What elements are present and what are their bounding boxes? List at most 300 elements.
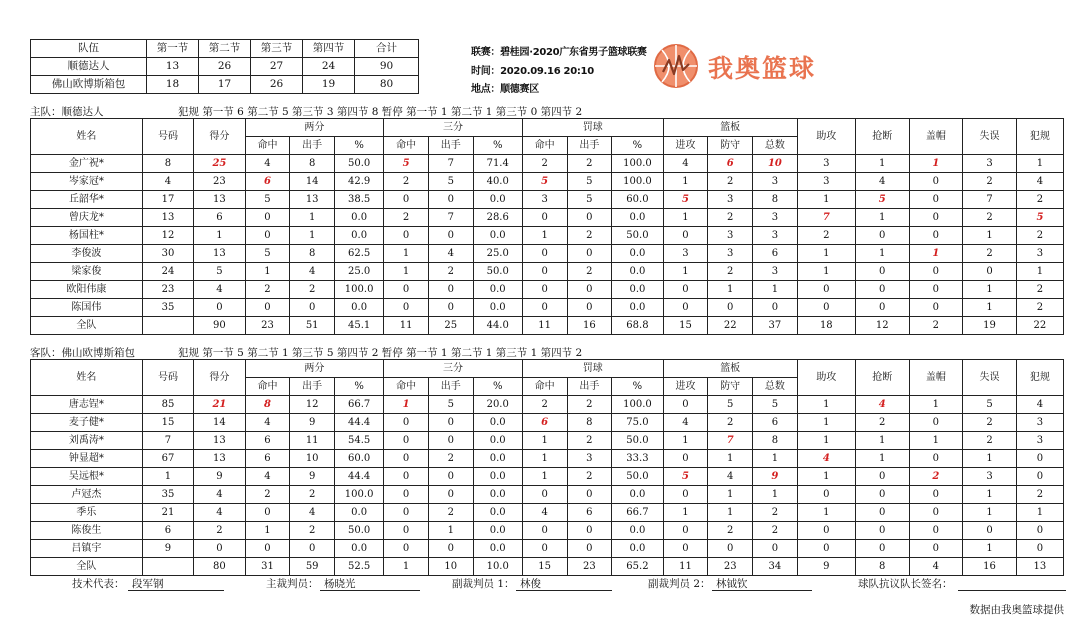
team-total-cell: 15 xyxy=(522,558,567,576)
player-stat-cell: 0 xyxy=(663,540,708,558)
team-total-cell: 9 xyxy=(797,558,855,576)
team-total-cell: 90 xyxy=(194,317,245,335)
player-stat-cell: 0 xyxy=(855,522,909,540)
player-stat-cell: 28.6 xyxy=(473,209,522,227)
player-stat-cell: 5 xyxy=(855,191,909,209)
quarter-team-row xyxy=(31,76,419,94)
player-stat-cell: 0 xyxy=(1016,522,1063,540)
player-stat-cell: 3 xyxy=(1016,414,1063,432)
player-stat-cell: 0 xyxy=(567,281,612,299)
player-stat-cell: 1 xyxy=(909,245,963,263)
player-stat-cell: 0 xyxy=(522,209,567,227)
player-stat-cell: 0 xyxy=(708,299,753,317)
player-row xyxy=(31,396,1064,414)
team-total-cell: 68.8 xyxy=(612,317,663,335)
player-stat-cell: 2 xyxy=(245,486,290,504)
player-stat-cell: 0 xyxy=(909,209,963,227)
officials-footer xyxy=(0,576,1080,594)
quarter-score-table xyxy=(30,39,419,94)
player-stat-cell: 13 xyxy=(142,209,193,227)
player-stat-cell: 10 xyxy=(753,155,798,173)
player-stat-cell: 6 xyxy=(142,522,193,540)
stats-header-cell: 失误 xyxy=(963,360,1017,396)
player-stat-cell: 0 xyxy=(855,227,909,245)
player-stat-cell: 2 xyxy=(1016,281,1063,299)
player-stat-cell: 0 xyxy=(855,504,909,522)
home-fouls-timeouts: 犯规 第一节 6 第二节 5 第三节 3 第四节 8 暂停 第一节 1 第二节 1 第三节 0 第四节 2 xyxy=(178,106,583,118)
player-stat-cell: 13 xyxy=(194,245,245,263)
player-stat-cell: 0.0 xyxy=(473,432,522,450)
player-stat-cell: 8 xyxy=(753,191,798,209)
player-stat-cell: 0 xyxy=(663,299,708,317)
referee1-value: 林俊 xyxy=(516,576,612,591)
player-stat-cell: 4 xyxy=(855,396,909,414)
stats-header-cell: 盖帽 xyxy=(909,119,963,155)
quarter-score-cell: 27 xyxy=(251,58,303,76)
player-stat-cell: 1 xyxy=(855,155,909,173)
stats-header-row xyxy=(31,119,1064,137)
player-name: 卢冠杰 xyxy=(31,486,143,504)
player-stat-cell: 6 xyxy=(567,504,612,522)
player-stat-cell: 0 xyxy=(909,450,963,468)
player-stat-cell: 3 xyxy=(963,155,1017,173)
player-stat-cell: 5 xyxy=(1016,209,1063,227)
team-total-cell: 23 xyxy=(567,558,612,576)
player-stat-cell: 0 xyxy=(522,245,567,263)
player-stat-cell: 2 xyxy=(245,281,290,299)
player-stat-cell: 0 xyxy=(384,227,429,245)
player-stat-cell: 0.0 xyxy=(473,191,522,209)
player-stat-cell: 4 xyxy=(855,173,909,191)
team-total-cell: 10 xyxy=(428,558,473,576)
player-name: 梁家俊 xyxy=(31,263,143,281)
player-stat-cell: 5 xyxy=(708,396,753,414)
player-stat-cell: 2 xyxy=(428,450,473,468)
player-stat-cell: 0 xyxy=(428,281,473,299)
stats-subheader-cell: 总数 xyxy=(753,378,798,396)
player-stat-cell: 1 xyxy=(963,281,1017,299)
stats-header-cell: 得分 xyxy=(194,360,245,396)
player-stat-cell: 3 xyxy=(708,227,753,245)
player-name: 刘禹涛* xyxy=(31,432,143,450)
player-stat-cell: 5 xyxy=(522,173,567,191)
player-stat-cell: 0 xyxy=(567,209,612,227)
player-stat-cell: 4 xyxy=(522,504,567,522)
player-stat-cell: 15 xyxy=(142,414,193,432)
player-stat-cell: 3 xyxy=(1016,432,1063,450)
player-stat-cell: 2 xyxy=(567,396,612,414)
player-stat-cell: 0.0 xyxy=(612,281,663,299)
team-total-cell: 45.1 xyxy=(335,317,384,335)
player-row xyxy=(31,209,1064,227)
player-stat-cell: 3 xyxy=(753,227,798,245)
player-stat-cell: 0.0 xyxy=(473,299,522,317)
quarter-team-row xyxy=(31,58,419,76)
team-total-cell: 31 xyxy=(245,558,290,576)
away-stats-body xyxy=(31,360,1064,576)
player-stat-cell: 1 xyxy=(522,227,567,245)
quarter-header-cell: 第四节 xyxy=(303,40,355,58)
player-stat-cell: 0 xyxy=(797,540,855,558)
player-stat-cell: 7 xyxy=(708,432,753,450)
stats-header-cell: 抢断 xyxy=(855,119,909,155)
team-total-cell: 1 xyxy=(384,558,429,576)
player-stat-cell: 0.0 xyxy=(335,504,384,522)
team-total-label: 全队 xyxy=(31,558,143,576)
stats-subheader-cell: 命中 xyxy=(522,378,567,396)
team-total-cell: 12 xyxy=(855,317,909,335)
player-stat-cell: 0 xyxy=(909,227,963,245)
player-name: 陈俊生 xyxy=(31,522,143,540)
stats-header-cell: 篮板 xyxy=(663,360,797,378)
team-total-cell: 65.2 xyxy=(612,558,663,576)
player-stat-cell: 0.0 xyxy=(335,227,384,245)
away-stats-table xyxy=(30,359,1064,576)
stats-subheader-cell: 命中 xyxy=(245,378,290,396)
player-stat-cell: 4 xyxy=(245,414,290,432)
player-stat-cell: 2 xyxy=(963,173,1017,191)
player-stat-cell: 5 xyxy=(963,396,1017,414)
player-stat-cell: 66.7 xyxy=(335,396,384,414)
player-stat-cell: 4 xyxy=(194,486,245,504)
player-stat-cell: 2 xyxy=(708,173,753,191)
player-stat-cell: 0 xyxy=(855,299,909,317)
player-stat-cell: 0 xyxy=(522,540,567,558)
player-stat-cell: 0 xyxy=(797,522,855,540)
player-stat-cell: 0 xyxy=(909,191,963,209)
player-stat-cell: 0 xyxy=(384,414,429,432)
player-stat-cell: 4 xyxy=(797,450,855,468)
player-stat-cell: 0.0 xyxy=(473,540,522,558)
player-stat-cell: 1 xyxy=(753,486,798,504)
stats-header-cell: 失误 xyxy=(963,119,1017,155)
quarter-header-cell: 第三节 xyxy=(251,40,303,58)
player-stat-cell: 0 xyxy=(428,299,473,317)
player-stat-cell: 0.0 xyxy=(473,504,522,522)
player-stat-cell: 10 xyxy=(290,450,335,468)
player-stat-cell: 2 xyxy=(708,414,753,432)
player-stat-cell: 0 xyxy=(428,486,473,504)
player-stat-cell: 1 xyxy=(384,396,429,414)
player-stat-cell: 25 xyxy=(194,155,245,173)
player-row xyxy=(31,155,1064,173)
team-total-cell: 34 xyxy=(753,558,798,576)
player-name: 丘韶华* xyxy=(31,191,143,209)
player-stat-cell: 2 xyxy=(963,209,1017,227)
player-stat-cell: 0 xyxy=(384,299,429,317)
player-stat-cell: 0 xyxy=(855,468,909,486)
player-stat-cell: 0.0 xyxy=(473,486,522,504)
player-stat-cell: 1 xyxy=(753,281,798,299)
player-stat-cell: 2 xyxy=(708,209,753,227)
stats-header-cell: 三分 xyxy=(384,360,523,378)
player-stat-cell: 4 xyxy=(194,281,245,299)
player-row xyxy=(31,245,1064,263)
player-stat-cell: 2 xyxy=(567,155,612,173)
player-stat-cell: 13 xyxy=(194,191,245,209)
quarter-score-cell: 26 xyxy=(251,76,303,94)
stats-header-cell: 三分 xyxy=(384,119,523,137)
player-stat-cell: 1 xyxy=(963,299,1017,317)
player-stat-cell: 0 xyxy=(384,522,429,540)
player-stat-cell: 0 xyxy=(708,540,753,558)
player-stat-cell: 5 xyxy=(663,468,708,486)
team-total-cell: 51 xyxy=(290,317,335,335)
tech-rep-label: 技术代表： xyxy=(72,578,125,590)
quarter-header-cell: 第二节 xyxy=(199,40,251,58)
player-stat-cell: 5 xyxy=(428,396,473,414)
player-stat-cell: 2 xyxy=(753,522,798,540)
player-stat-cell: 9 xyxy=(753,468,798,486)
player-stat-cell: 0 xyxy=(428,432,473,450)
stats-subheader-cell: 防守 xyxy=(708,137,753,155)
player-stat-cell: 3 xyxy=(797,173,855,191)
player-stat-cell: 0 xyxy=(384,504,429,522)
team-total-cell: 10.0 xyxy=(473,558,522,576)
player-stat-cell: 0 xyxy=(245,540,290,558)
player-stat-cell: 0 xyxy=(567,245,612,263)
stats-subheader-cell: 进攻 xyxy=(663,137,708,155)
stats-subheader-cell: 出手 xyxy=(567,378,612,396)
player-stat-cell: 1 xyxy=(384,245,429,263)
player-stat-cell: 0 xyxy=(855,263,909,281)
player-stat-cell: 50.0 xyxy=(335,155,384,173)
player-stat-cell: 0 xyxy=(797,299,855,317)
player-stat-cell: 14 xyxy=(194,414,245,432)
chief-referee-label: 主裁判员： xyxy=(266,578,319,590)
player-row xyxy=(31,432,1064,450)
stats-header-cell: 两分 xyxy=(245,119,384,137)
home-team-title: 主队：顺德达人 xyxy=(30,106,104,118)
player-stat-cell: 7 xyxy=(428,209,473,227)
player-stat-cell: 4 xyxy=(428,245,473,263)
team-total-cell: 11 xyxy=(663,558,708,576)
player-stat-cell: 5 xyxy=(194,263,245,281)
player-stat-cell: 2 xyxy=(522,396,567,414)
team-total-cell: 59 xyxy=(290,558,335,576)
player-stat-cell: 2 xyxy=(963,414,1017,432)
player-stat-cell: 5 xyxy=(428,173,473,191)
player-stat-cell: 50.0 xyxy=(612,468,663,486)
player-stat-cell: 0 xyxy=(522,299,567,317)
player-name: 季乐 xyxy=(31,504,143,522)
player-name: 金广祝* xyxy=(31,155,143,173)
venue-info: 地点：顺德赛区 xyxy=(471,84,539,95)
player-stat-cell: 6 xyxy=(194,209,245,227)
player-stat-cell: 0.0 xyxy=(335,299,384,317)
player-stat-cell: 24 xyxy=(142,263,193,281)
player-stat-cell: 1 xyxy=(909,155,963,173)
player-stat-cell: 3 xyxy=(963,468,1017,486)
player-stat-cell: 1 xyxy=(708,281,753,299)
player-stat-cell: 0 xyxy=(428,227,473,245)
player-name: 曾庆龙* xyxy=(31,209,143,227)
player-stat-cell: 2 xyxy=(708,522,753,540)
player-stat-cell: 2 xyxy=(428,263,473,281)
player-stat-cell: 0.0 xyxy=(335,540,384,558)
player-stat-cell: 5 xyxy=(245,245,290,263)
player-stat-cell: 3 xyxy=(1016,245,1063,263)
player-stat-cell: 5 xyxy=(245,191,290,209)
player-stat-cell: 5 xyxy=(567,191,612,209)
player-stat-cell: 11 xyxy=(290,432,335,450)
stats-subheader-cell: 出手 xyxy=(290,137,335,155)
player-stat-cell: 2 xyxy=(797,227,855,245)
player-stat-cell: 0.0 xyxy=(473,522,522,540)
player-stat-cell: 20.0 xyxy=(473,396,522,414)
player-stat-cell: 1 xyxy=(855,432,909,450)
player-stat-cell: 1 xyxy=(797,396,855,414)
player-stat-cell: 8 xyxy=(753,432,798,450)
player-stat-cell: 1 xyxy=(142,468,193,486)
player-stat-cell: 1 xyxy=(855,245,909,263)
player-stat-cell: 23 xyxy=(194,173,245,191)
player-stat-cell: 3 xyxy=(753,173,798,191)
player-stat-cell: 1 xyxy=(663,432,708,450)
player-stat-cell: 1 xyxy=(797,191,855,209)
stats-header-cell: 助攻 xyxy=(797,119,855,155)
player-stat-cell: 0 xyxy=(245,209,290,227)
player-stat-cell: 1 xyxy=(522,432,567,450)
player-stat-cell: 0.0 xyxy=(612,245,663,263)
time-info: 时间：2020.09.16 20:10 xyxy=(471,66,594,77)
player-stat-cell: 1 xyxy=(245,522,290,540)
player-stat-cell: 0 xyxy=(567,540,612,558)
player-stat-cell: 13 xyxy=(194,432,245,450)
player-stat-cell: 1 xyxy=(797,504,855,522)
player-stat-cell: 1 xyxy=(797,432,855,450)
player-stat-cell: 50.0 xyxy=(335,522,384,540)
player-stat-cell: 2 xyxy=(753,504,798,522)
player-stat-cell: 100.0 xyxy=(335,281,384,299)
player-stat-cell: 2 xyxy=(708,263,753,281)
player-stat-cell: 1 xyxy=(797,468,855,486)
stats-header-cell: 助攻 xyxy=(797,360,855,396)
player-stat-cell: 0 xyxy=(428,191,473,209)
player-stat-cell: 0.0 xyxy=(612,522,663,540)
player-stat-cell: 1 xyxy=(708,450,753,468)
player-stat-cell: 35 xyxy=(142,486,193,504)
player-stat-cell: 2 xyxy=(567,227,612,245)
player-stat-cell: 25.0 xyxy=(335,263,384,281)
player-stat-cell: 0 xyxy=(428,414,473,432)
player-stat-cell: 0 xyxy=(909,173,963,191)
player-stat-cell: 3 xyxy=(753,209,798,227)
player-stat-cell: 8 xyxy=(290,245,335,263)
player-stat-cell: 21 xyxy=(142,504,193,522)
player-stat-cell: 8 xyxy=(567,414,612,432)
player-stat-cell: 17 xyxy=(142,191,193,209)
player-stat-cell: 1 xyxy=(1016,155,1063,173)
referee1-label: 副裁判员 1： xyxy=(452,578,515,590)
home-stats-body xyxy=(31,119,1064,335)
player-stat-cell: 0 xyxy=(384,432,429,450)
player-name: 吕镇宇 xyxy=(31,540,143,558)
player-name: 陈国伟 xyxy=(31,299,143,317)
quarter-team-name: 顺德达人 xyxy=(31,58,147,76)
player-stat-cell: 5 xyxy=(384,155,429,173)
team-total-cell: 19 xyxy=(963,317,1017,335)
player-stat-cell: 1 xyxy=(428,522,473,540)
away-team-line xyxy=(30,345,583,360)
player-stat-cell: 1 xyxy=(663,209,708,227)
player-stat-cell: 4 xyxy=(290,263,335,281)
player-row xyxy=(31,468,1064,486)
player-stat-cell: 4 xyxy=(1016,173,1063,191)
player-stat-cell: 0 xyxy=(384,486,429,504)
player-stat-cell: 4 xyxy=(142,173,193,191)
player-stat-cell: 4 xyxy=(245,468,290,486)
basketball-logo-icon xyxy=(652,42,700,90)
player-stat-cell: 0.0 xyxy=(473,227,522,245)
player-stat-cell: 54.5 xyxy=(335,432,384,450)
stats-header-cell: 两分 xyxy=(245,360,384,378)
player-stat-cell: 2 xyxy=(290,522,335,540)
player-stat-cell: 1 xyxy=(797,245,855,263)
player-stat-cell: 0 xyxy=(245,227,290,245)
team-total-cell: 25 xyxy=(428,317,473,335)
stats-header-cell: 盖帽 xyxy=(909,360,963,396)
team-total-cell: 2 xyxy=(909,317,963,335)
player-stat-cell: 3 xyxy=(567,450,612,468)
player-stat-cell: 25.0 xyxy=(473,245,522,263)
stats-header-cell: 得分 xyxy=(194,119,245,155)
player-stat-cell: 1 xyxy=(963,504,1017,522)
player-stat-cell: 0.0 xyxy=(473,450,522,468)
team-total-cell: 16 xyxy=(567,317,612,335)
player-stat-cell: 0 xyxy=(909,504,963,522)
player-stat-cell: 0.0 xyxy=(473,414,522,432)
player-stat-cell: 100.0 xyxy=(335,486,384,504)
player-stat-cell: 0.0 xyxy=(612,540,663,558)
quarter-header-row xyxy=(31,40,419,58)
player-name: 杨国柱* xyxy=(31,227,143,245)
player-stat-cell: 2 xyxy=(567,432,612,450)
player-name: 欧阳伟康 xyxy=(31,281,143,299)
player-stat-cell: 0 xyxy=(753,540,798,558)
league-info: 联赛：碧桂园·2020广东省男子篮球联赛 xyxy=(471,47,647,58)
team-total-cell xyxy=(142,558,193,576)
player-stat-cell: 0 xyxy=(1016,540,1063,558)
player-stat-cell: 0 xyxy=(663,281,708,299)
player-stat-cell: 2 xyxy=(384,173,429,191)
stats-header-cell: 姓名 xyxy=(31,360,143,396)
stats-subheader-cell: % xyxy=(612,378,663,396)
player-stat-cell: 0 xyxy=(384,450,429,468)
tech-rep-value: 段军钢 xyxy=(128,576,224,591)
player-stat-cell: 1 xyxy=(909,432,963,450)
player-stat-cell: 1 xyxy=(797,263,855,281)
player-stat-cell: 2 xyxy=(290,281,335,299)
stats-header-cell: 罚球 xyxy=(522,119,663,137)
player-stat-cell: 2 xyxy=(567,468,612,486)
player-row xyxy=(31,450,1064,468)
quarter-score-cell: 24 xyxy=(303,58,355,76)
player-stat-cell: 0 xyxy=(855,281,909,299)
player-stat-cell: 0.0 xyxy=(612,486,663,504)
player-stat-cell: 2 xyxy=(963,245,1017,263)
stats-subheader-cell: 进攻 xyxy=(663,378,708,396)
player-stat-cell: 44.4 xyxy=(335,468,384,486)
stats-header-cell: 篮板 xyxy=(663,119,797,137)
player-stat-cell: 0 xyxy=(290,540,335,558)
player-stat-cell: 2 xyxy=(522,155,567,173)
player-stat-cell: 75.0 xyxy=(612,414,663,432)
player-stat-cell: 1 xyxy=(708,504,753,522)
player-stat-cell: 3 xyxy=(663,245,708,263)
home-stats-table xyxy=(30,118,1064,335)
stats-subheader-cell: 总数 xyxy=(753,137,798,155)
